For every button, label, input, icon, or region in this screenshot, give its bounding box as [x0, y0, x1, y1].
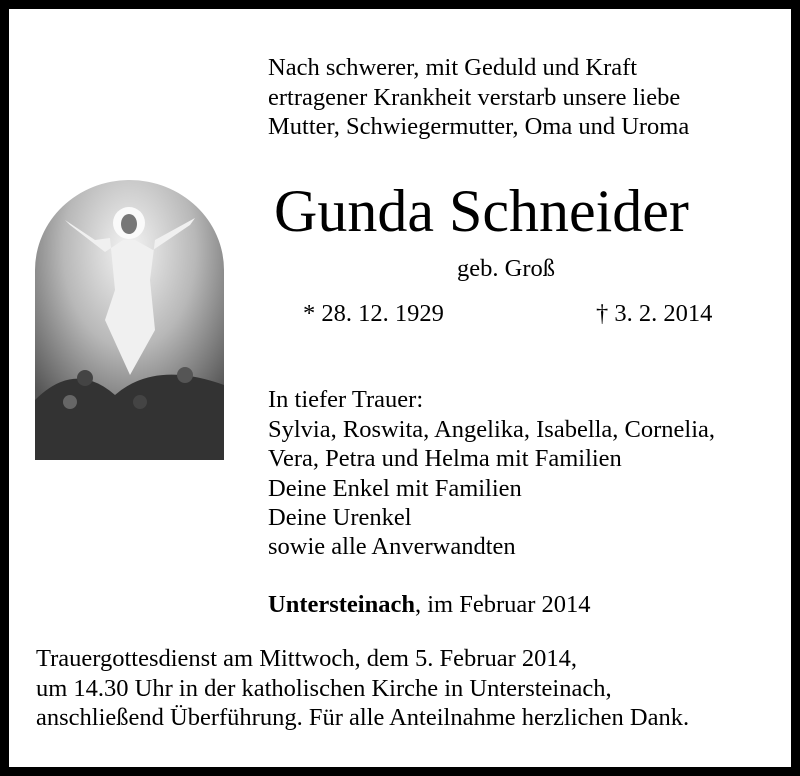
- mourner-line: In tiefer Trauer:: [268, 386, 424, 413]
- intro-line: Mutter, Schwiegermutter, Oma und Uroma: [268, 113, 690, 140]
- place-date: [268, 590, 591, 619]
- ascension-image: [35, 180, 224, 460]
- mourner-line: Vera, Petra und Helma mit Familien: [268, 445, 622, 472]
- mourner-line: Deine Enkel mit Familien: [268, 475, 522, 502]
- place: Untersteinach: [268, 591, 415, 618]
- mourner-line: Deine Urenkel: [268, 504, 412, 531]
- mourner-line: sowie alle Anverwandten: [268, 533, 516, 560]
- service-line: Trauergottesdienst am Mittwoch, dem 5. Februar 2014,: [36, 645, 577, 672]
- service-line: anschließend Überführung. Für alle Anteilnahme herzlichen Dank.: [36, 704, 690, 731]
- intro-line: Nach schwerer, mit Geduld und Kraft: [268, 54, 638, 81]
- service-line: um 14.30 Uhr in der katholischen Kirche in Untersteinach,: [36, 675, 612, 702]
- birth-name: geb. Groß: [457, 255, 555, 282]
- death-date: † 3. 2. 2014: [596, 300, 713, 327]
- date-text: , im Februar 2014: [414, 591, 591, 618]
- intro-line: ertragener Krankheit verstarb unsere liebe: [268, 84, 681, 111]
- birth-date: * 28. 12. 1929: [303, 300, 444, 327]
- mourner-line: Sylvia, Roswita, Angelika, Isabella, Cornelia,: [268, 416, 716, 443]
- deceased-name: Gunda Schneider: [274, 178, 689, 244]
